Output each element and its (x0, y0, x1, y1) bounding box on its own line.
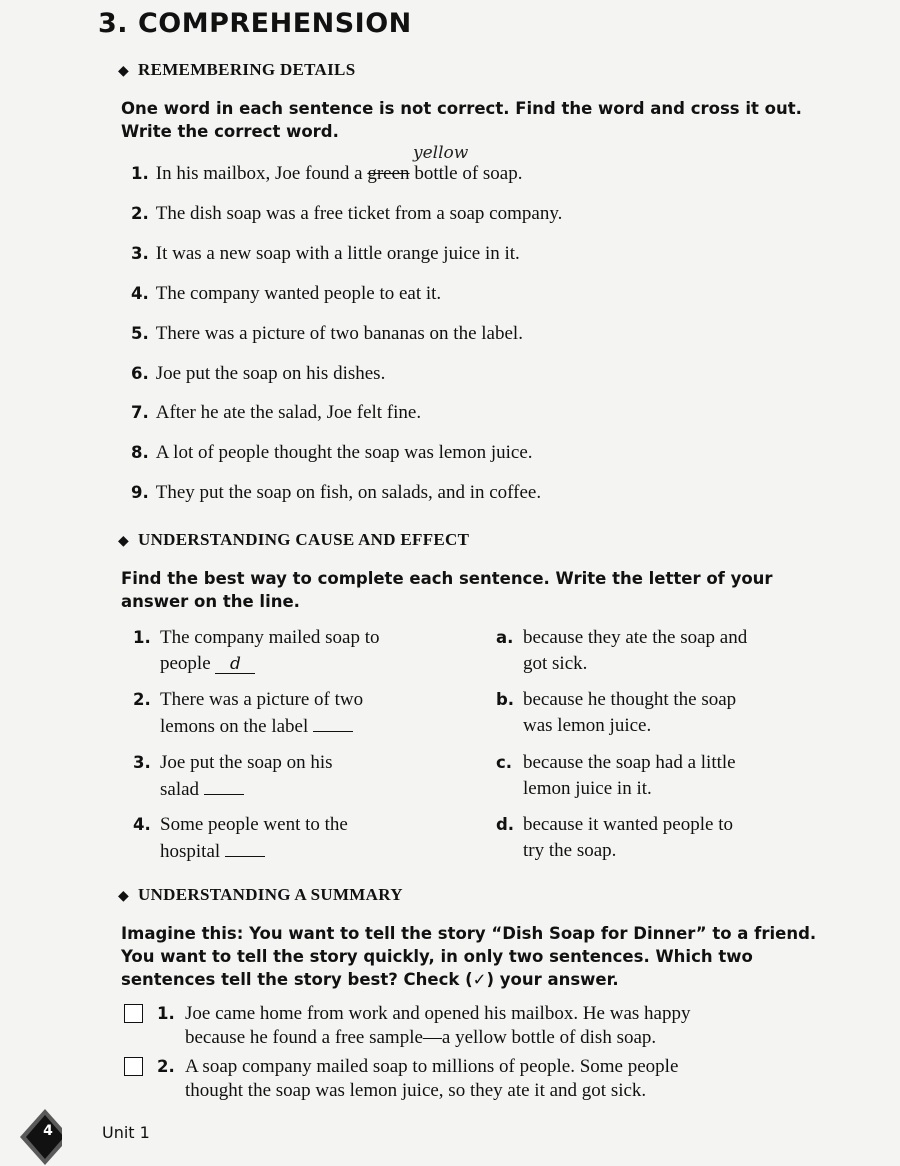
diamond-bullet-icon: ◆ (118, 534, 130, 549)
section-heading-text: REMEMBERING DETAILS (138, 60, 356, 79)
list-item (131, 442, 533, 464)
item-number: 4. (133, 815, 151, 834)
page-number: 4 (43, 1123, 53, 1139)
item-text: There was a picture of two bananas on the label. (155, 323, 523, 344)
cause-text: Joe put the soap on his (160, 752, 333, 773)
cause-text: hospital (160, 841, 221, 862)
item-text: A lot of people thought the soap was lemon juice. (155, 442, 533, 463)
list-item (131, 482, 541, 504)
item-number: 1. (157, 1004, 175, 1023)
list-item (131, 283, 441, 305)
item-number: 3. (133, 753, 151, 772)
cause-item (133, 687, 453, 740)
item-number: 2. (133, 690, 151, 709)
answer-blank[interactable] (225, 838, 265, 857)
example-sentence (131, 163, 523, 185)
item-number: 7. (131, 403, 149, 422)
list-item (131, 323, 523, 345)
item-number: 2. (157, 1057, 175, 1076)
instructions-remembering: One word in each sentence is not correct. Find the word and cross it out. Write the correct word. (121, 99, 802, 141)
instructions-summary: Imagine this: You want to tell the story “Dish Soap for Dinner” to a friend. You want to tell the story quickly, in only two sentences. Which two sentences tell the story best? Check (✓) your answer. (121, 924, 817, 989)
cause-item (133, 750, 453, 803)
item-text: The company wanted people to eat it. (155, 283, 442, 304)
item-letter: b. (496, 690, 515, 709)
option-text: thought the soap was lemon juice, so they ate it and got sick. (185, 1080, 647, 1101)
section-heading-summary (118, 885, 403, 905)
item-text: The dish soap was a free ticket from a soap company. (155, 203, 563, 224)
section-heading-cause-effect (118, 530, 469, 550)
section-heading-text: UNDERSTANDING A SUMMARY (138, 885, 403, 904)
effect-item (496, 812, 816, 864)
item-number: 9. (131, 483, 149, 502)
effect-item (496, 750, 816, 802)
answer-blank[interactable] (204, 776, 244, 795)
unit-label: Unit 1 (102, 1123, 150, 1142)
example-after: bottle of soap. (414, 163, 523, 184)
item-letter: d. (496, 815, 515, 834)
cause-text: There was a picture of two (160, 689, 364, 710)
item-text: After he ate the salad, Joe felt fine. (155, 402, 422, 423)
item-number: 3. (131, 244, 149, 263)
item-number: 2. (131, 204, 149, 223)
item-text: Joe put the soap on his dishes. (155, 363, 386, 384)
effect-item (496, 687, 816, 739)
option-text: Joe came home from work and opened his mailbox. He was happy (185, 1003, 691, 1024)
effect-text: try the soap. (523, 840, 617, 861)
item-text: They put the soap on fish, on salads, and in coffee. (155, 482, 542, 503)
item-number: 8. (131, 443, 149, 462)
item-number: 5. (131, 324, 149, 343)
option-text: A soap company mailed soap to millions of people. Some people (185, 1056, 679, 1077)
diamond-bullet-icon: ◆ (118, 889, 130, 904)
example-before: In his mailbox, Joe found a (155, 163, 363, 184)
list-item (131, 363, 385, 385)
effect-text: because the soap had a little (523, 752, 736, 773)
item-number: 4. (131, 284, 149, 303)
summary-checkbox-1[interactable] (124, 1004, 143, 1023)
section-heading-remembering-details (118, 60, 355, 80)
list-item (131, 243, 520, 265)
answer-blank[interactable]: d (215, 655, 255, 674)
item-letter: a. (496, 628, 514, 647)
cause-item (133, 625, 453, 677)
cause-text: salad (160, 779, 200, 800)
cause-text: lemons on the label (160, 716, 309, 737)
answer-blank[interactable] (313, 713, 353, 732)
crossed-out-word: green (367, 163, 410, 184)
effect-text: was lemon juice. (523, 715, 652, 736)
item-number: 1. (133, 628, 151, 647)
item-number: 1. (131, 164, 149, 183)
effect-text: because he thought the soap (523, 689, 737, 710)
cause-text: Some people went to the (160, 814, 348, 835)
summary-checkbox-2[interactable] (124, 1057, 143, 1076)
diamond-bullet-icon: ◆ (118, 64, 130, 79)
page-title: 3. COMPREHENSION (98, 8, 412, 39)
cause-text: The company mailed soap to (160, 627, 380, 648)
list-item (131, 402, 421, 424)
item-number: 6. (131, 364, 149, 383)
handwritten-correction: yellow (413, 143, 469, 163)
summary-option (157, 1002, 827, 1050)
item-letter: c. (496, 753, 513, 772)
effect-item (496, 625, 816, 677)
option-text: because he found a free sample—a yellow bottle of dish soap. (185, 1027, 657, 1048)
item-text: It was a new soap with a little orange juice in it. (155, 243, 520, 264)
cause-text: people (160, 653, 211, 674)
effect-text: because they ate the soap and (523, 627, 748, 648)
effect-text: lemon juice in it. (523, 778, 652, 799)
summary-option (157, 1055, 827, 1103)
effect-text: got sick. (523, 653, 588, 674)
list-item (131, 203, 562, 225)
effect-text: because it wanted people to (523, 814, 733, 835)
cause-item (133, 812, 453, 865)
section-heading-text: UNDERSTANDING CAUSE AND EFFECT (138, 530, 470, 549)
instructions-cause-effect: Find the best way to complete each sentence. Write the letter of your answer on the line. (121, 569, 773, 611)
